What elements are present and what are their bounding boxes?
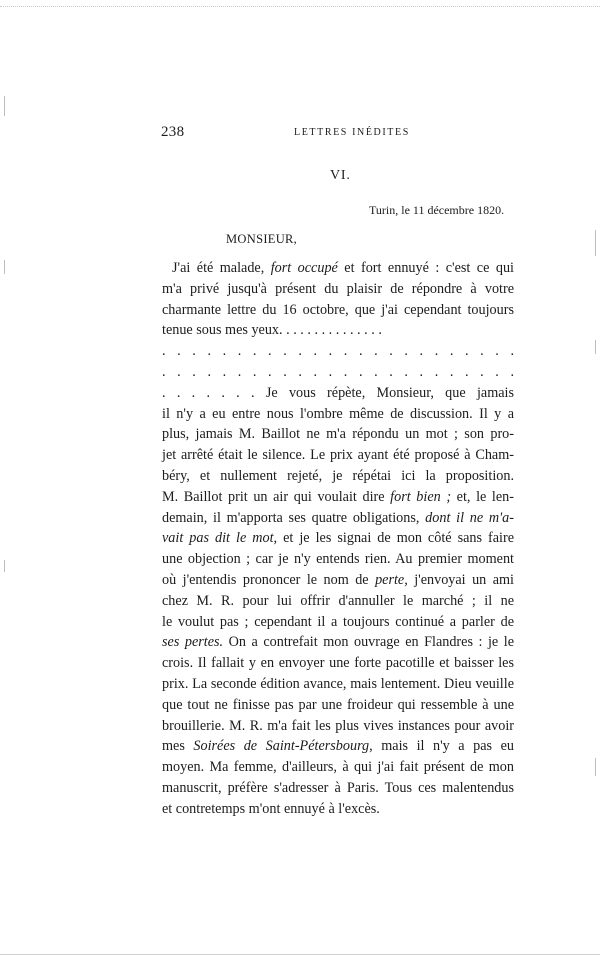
text-line: [162, 632, 514, 653]
dateline: Turin, le 11 décembre 1820.: [369, 203, 505, 217]
italic-text: ses pertes.: [162, 634, 224, 651]
text-segment: où j'entendis prononcer le nom de: [162, 571, 376, 588]
text-line: [162, 570, 514, 591]
text-segment: et je les signai de mon côté sans faire: [277, 530, 515, 547]
text-line: [162, 487, 514, 508]
text-segment: mais il n'y a pas eu: [372, 738, 514, 755]
text-segment: crois. Il fallait y en envoyer une forte pacotille et baisser les: [162, 655, 514, 672]
text-line: [162, 300, 514, 321]
text-segment: . . . . . . . . . . . . . . . . . . . . . . . .: [162, 343, 514, 360]
salutation: MONSIEUR,: [226, 232, 298, 246]
text-line: [162, 653, 514, 674]
margin-tick: [595, 230, 596, 256]
text-segment: il n'y a eu entre nous l'ombre même de discussion. Il y a: [162, 405, 514, 422]
text-segment: et contretemps m'ont ennuyé à l'excès.: [162, 800, 380, 817]
text-segment: le voulut pas ; cependant il a toujours continué a parler de: [162, 613, 514, 630]
text-segment: charmante lettre du 16 octobre, que j'ai cependant toujours: [162, 301, 514, 318]
text-line: [162, 674, 514, 695]
text-line: [162, 612, 514, 633]
text-segment: mes: [162, 738, 194, 755]
running-title: LETTRES INÉDITES: [294, 127, 410, 138]
margin-tick: [4, 560, 5, 572]
page-number: 238: [161, 124, 185, 140]
text-line: [162, 778, 514, 799]
text-line: [162, 736, 514, 757]
text-segment: . . . . . . . Je vous répète, Monsieur, que jamais: [162, 384, 514, 401]
text-segment: que tout ne finisse pas par une froideur qui ressemble à une: [162, 696, 514, 713]
italic-text: perte,: [375, 571, 408, 588]
text-line: [162, 695, 514, 716]
text-line: [162, 466, 514, 487]
bottom-edge-rule: [0, 954, 600, 955]
text-segment: chez M. R. pour lui offrir d'annuller le marché ; il ne: [162, 592, 514, 609]
text-line: [162, 424, 514, 445]
text-line: [162, 383, 514, 404]
italic-text: fort occupé: [270, 260, 338, 276]
top-edge-rule: [0, 6, 600, 7]
italic-text: Soirées de Saint-Pétersbourg,: [193, 738, 373, 755]
text-segment: et fort ennuyé : c'est ce qui: [337, 260, 514, 276]
italic-text: vait pas dit le mot,: [162, 530, 278, 547]
letter-number: VI.: [330, 168, 351, 183]
text-line: [162, 799, 514, 820]
text-segment: une objection ; car je n'y entends rien. Au premier moment: [162, 551, 514, 568]
text-line: [162, 757, 514, 778]
page-header: [161, 124, 517, 144]
text-line: [162, 404, 514, 425]
italic-text: fort bien ;: [390, 488, 452, 505]
text-line: [162, 320, 514, 341]
text-line: [162, 508, 514, 529]
margin-tick: [4, 260, 5, 274]
text-segment: . . . . . . . . . . . . . . . . . . . . . . . .: [162, 363, 514, 380]
text-line: [162, 591, 514, 612]
text-segment: m'a privé jusqu'à présent du plaisir de répondre à votre: [162, 280, 514, 297]
margin-tick: [595, 758, 596, 776]
margin-tick: [4, 96, 5, 116]
text-line: [162, 258, 514, 279]
text-segment: plus, jamais M. Baillot ne m'a répondu un mot ; son pro-: [162, 426, 514, 443]
text-line: [162, 549, 514, 570]
text-segment: manuscrit, préfère s'adresser à Paris. Tous ces malentendus: [162, 779, 514, 796]
text-segment: béry, et nullement rejeté, je répétai ici la proposition.: [162, 467, 514, 484]
text-segment: moyen. Ma femme, d'ailleurs, à qui j'ai fait présent de mon: [162, 759, 514, 776]
text-line: [162, 341, 514, 362]
margin-tick: [595, 340, 596, 354]
italic-text: dont il ne m'a-: [425, 509, 514, 526]
text-segment: brouillerie. M. R. m'a fait les plus vives instances pour avoir: [162, 717, 514, 734]
text-segment: On a contrefait mon ouvrage en Flandres : je le: [223, 634, 514, 651]
text-line: [162, 362, 514, 383]
text-segment: jet arrêté était le silence. Le prix ayant été proposé à Cham-: [162, 447, 514, 464]
text-segment: tenue sous mes yeux. . . . . . . . . . . . . . .: [162, 322, 382, 339]
text-segment: J'ai été malade,: [172, 260, 271, 276]
text-segment: j'envoyai un ami: [407, 571, 514, 588]
text-line: [162, 716, 514, 737]
text-line: [162, 445, 514, 466]
text-segment: M. Baillot prit un air qui voulait dire: [162, 488, 391, 505]
text-line: [162, 528, 514, 549]
text-segment: et, le len-: [451, 488, 514, 505]
letter-body: [162, 258, 514, 820]
text-segment: prix. La seconde édition avance, mais lentement. Dieu veuille: [162, 675, 514, 692]
text-segment: demain, il m'apporta ses quatre obligations,: [162, 509, 426, 526]
text-line: [162, 279, 514, 300]
